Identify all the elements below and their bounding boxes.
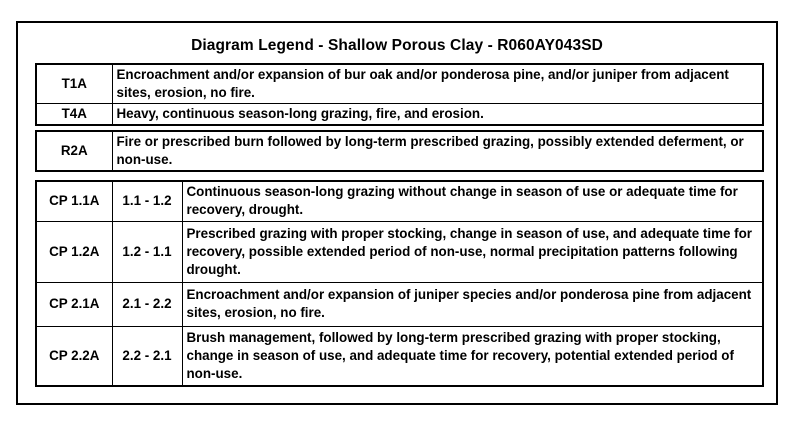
transition-code: T1A: [36, 64, 112, 104]
table-row: [36, 326, 763, 386]
table-row: [36, 282, 763, 326]
pathway-description: Encroachment and/or expansion of juniper species and/or ponderosa pine from adjacent sites, erosion, no fire.: [182, 282, 763, 326]
pathway-range: 2.1 - 2.2: [112, 282, 182, 326]
pathway-code: CP 2.1A: [36, 282, 112, 326]
table-row: [36, 131, 763, 171]
restoration-code: R2A: [36, 131, 112, 171]
pathway-description: Brush management, followed by long-term prescribed grazing with proper stocking, change in season of use, and adequate time for recovery, potential extended period of non-use.: [182, 326, 763, 386]
pathway-description: Prescribed grazing with proper stocking, change in season of use, and adequate time for recovery, possible extended period of non-use, normal precipitation patterns following drought.: [182, 221, 763, 282]
pathway-code: CP 1.1A: [36, 181, 112, 221]
transition-description: Heavy, continuous season-long grazing, fire, and erosion.: [112, 104, 763, 126]
pathway-code: CP 1.2A: [36, 221, 112, 282]
pathway-range: 2.2 - 2.1: [112, 326, 182, 386]
pathway-range: 1.2 - 1.1: [112, 221, 182, 282]
pathway-code: CP 2.2A: [36, 326, 112, 386]
table-row: [36, 64, 763, 104]
community-pathways-table: [35, 180, 764, 387]
pathway-description: Continuous season-long grazing without change in season of use or adequate time for recovery, drought.: [182, 181, 763, 221]
transition-description: Encroachment and/or expansion of bur oak and/or ponderosa pine, and/or juniper from adjacent sites, erosion, no fire.: [112, 64, 763, 104]
transition-code: T4A: [36, 104, 112, 126]
table-row: [36, 181, 763, 221]
legend-title: Diagram Legend - Shallow Porous Clay - R060AY043SD: [191, 37, 603, 54]
pathway-range: 1.1 - 1.2: [112, 181, 182, 221]
transitions-table: [35, 63, 764, 126]
table-row: [36, 104, 763, 126]
table-row: [36, 221, 763, 282]
restoration-description: Fire or prescribed burn followed by long-term prescribed grazing, possibly extended deferment, or non-use.: [112, 131, 763, 171]
restorations-table: [35, 130, 764, 172]
